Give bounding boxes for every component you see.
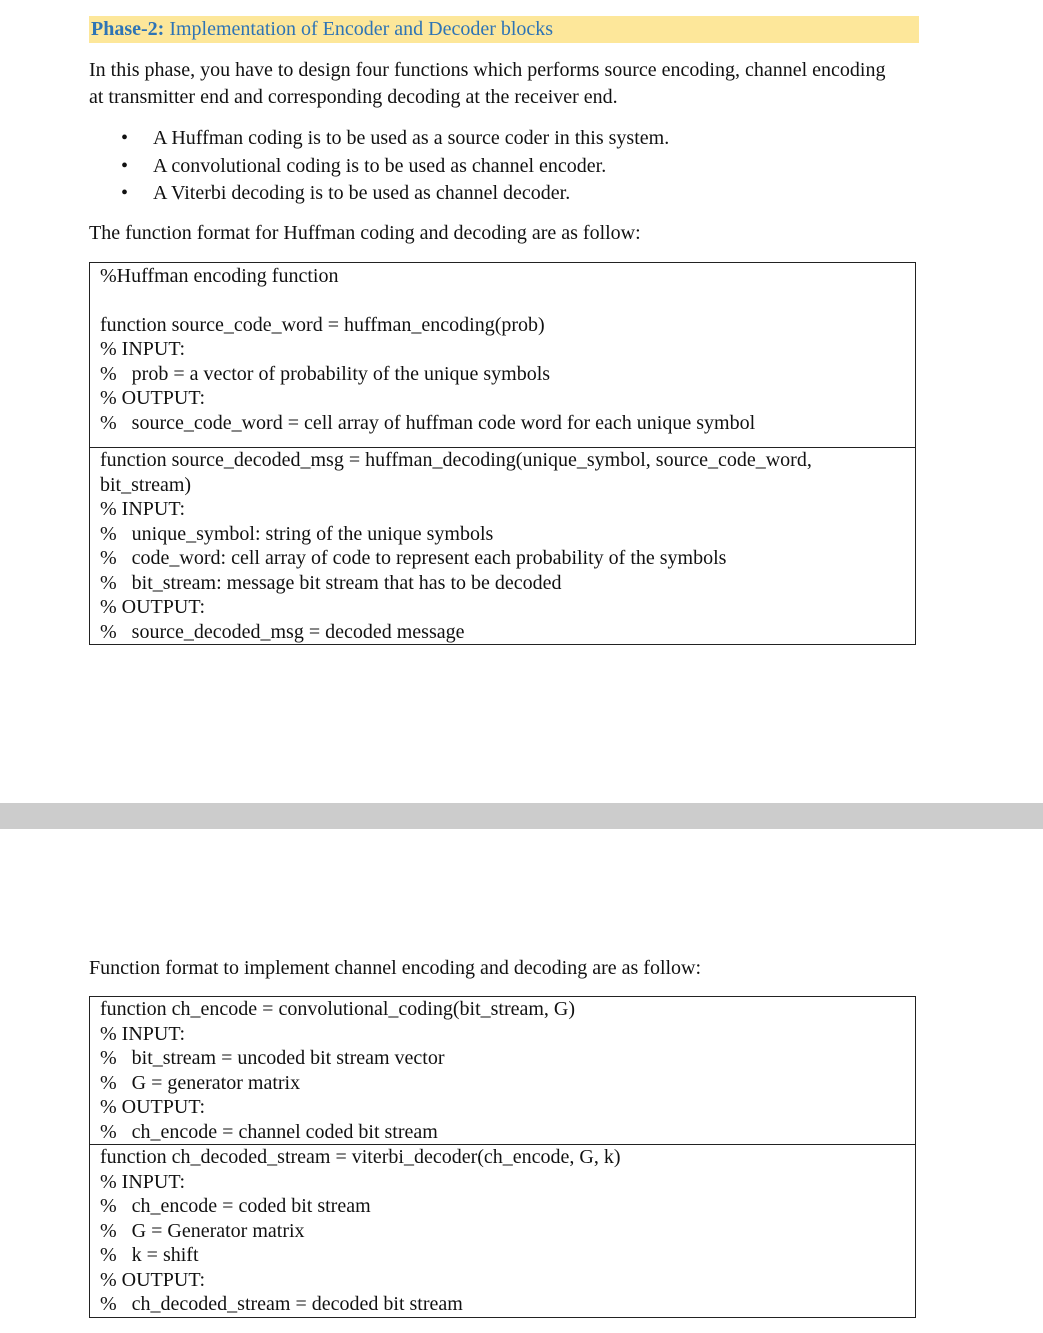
code-line: function source_code_word = huffman_encoding(prob) [100,313,545,336]
code-line: function ch_decoded_stream = viterbi_decoder(ch_encode, G, k) [100,1146,621,1168]
code-line: bit_stream) [100,473,192,496]
code-line: % code_word: cell array of code to represent each probability of the symbols [100,547,727,569]
code-line: % ch_encode = coded bit stream [100,1195,371,1217]
code-line: % OUTPUT: [100,1268,206,1291]
bullet-icon: • [121,127,129,149]
heading-lead: Phase-2: [91,18,165,40]
code-line: % unique_symbol: string of the unique symbols [100,522,494,545]
code-line: function source_decoded_msg = huffman_decoding(unique_symbol, source_code_word, [100,449,812,471]
code-line: % OUTPUT: [100,1096,206,1118]
code-line: % INPUT: [100,498,186,520]
bullet-icon: • [121,154,129,177]
huffman-intro: The function format for Huffman coding and decoding are as follow: [89,222,641,244]
list-item-text: A Viterbi decoding is to be used as channel decoder. [153,182,571,204]
code-line: % source_code_word = cell array of huffman code word for each unique symbol [100,411,756,434]
code-line: % G = Generator matrix [100,1219,305,1242]
list-item [89,125,919,153]
huffman-encode-cell [90,263,915,447]
code-line: % OUTPUT: [100,387,206,409]
code-line: % ch_encode = channel coded bit stream [100,1120,438,1143]
huffman-function-box [89,262,916,645]
list-item-text: A Huffman coding is to be used as a source coder in this system. [153,127,670,149]
intro-line-2: at transmitter end and corresponding decoding at the receiver end. [89,86,618,108]
heading-title: Implementation of Encoder and Decoder blocks [164,18,554,40]
code-line: % k = shift [100,1244,199,1266]
channel-function-box [89,996,916,1318]
intro-line-1: In this phase, you have to design four functions which performs source encoding, channel encoding [89,59,886,81]
code-line: % source_decoded_msg = decoded message [100,620,465,643]
code-line: % bit_stream: message bit stream that has to be decoded [100,571,562,594]
code-line: % G = generator matrix [100,1071,301,1094]
code-line: % bit_stream = uncoded bit stream vector [100,1047,445,1069]
code-line: % INPUT: [100,1022,186,1045]
list-item [89,153,919,181]
bullet-list [89,125,919,208]
intro-paragraph [89,57,919,111]
viterbi-decode-cell [90,1144,915,1317]
list-item [89,180,919,208]
code-line: % ch_decoded_stream = decoded bit stream [100,1293,463,1315]
code-line: % INPUT: [100,1170,186,1193]
channel-intro: Function format to implement channel encoding and decoding are as follow: [89,957,702,979]
code-line: function ch_encode = convolutional_coding(bit_stream, G) [100,998,576,1020]
code-line: % OUTPUT: [100,596,206,618]
section-heading [89,16,919,43]
bullet-icon: • [121,182,129,204]
huffman-decode-cell [90,447,915,644]
code-comment: %Huffman encoding function [100,265,339,287]
code-line: % prob = a vector of probability of the unique symbols [100,362,551,385]
list-item-text: A convolutional coding is to be used as channel encoder. [153,154,607,177]
page-divider [0,803,1043,829]
code-line: % INPUT: [100,338,186,360]
convolutional-encode-cell [90,997,915,1144]
